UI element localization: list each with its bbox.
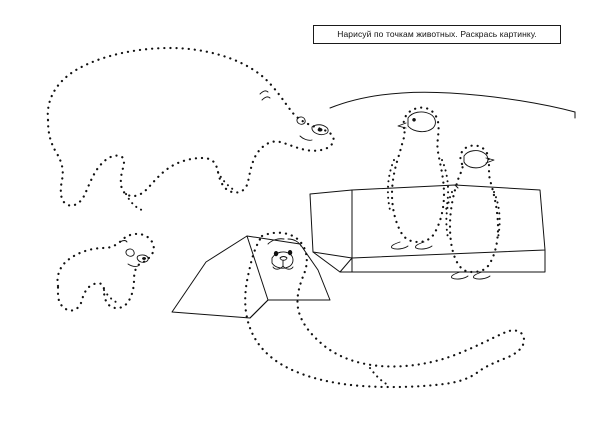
penguin-back [446,145,499,279]
penguin-front-feet [391,242,432,249]
snow-hill [172,236,330,318]
polar-bear-large [48,48,334,210]
penguin-front [388,108,448,249]
polar-bear-cub-face [120,241,148,267]
polar-bear-large-face [260,91,328,140]
instruction-banner [313,25,561,44]
instruction-text: Нарисуй по точкам животных. Раскрась картинку. [337,29,537,40]
horizon-line [330,92,575,118]
polar-bear-cub [57,234,153,311]
ice-floe [310,185,545,272]
seal [245,233,524,387]
